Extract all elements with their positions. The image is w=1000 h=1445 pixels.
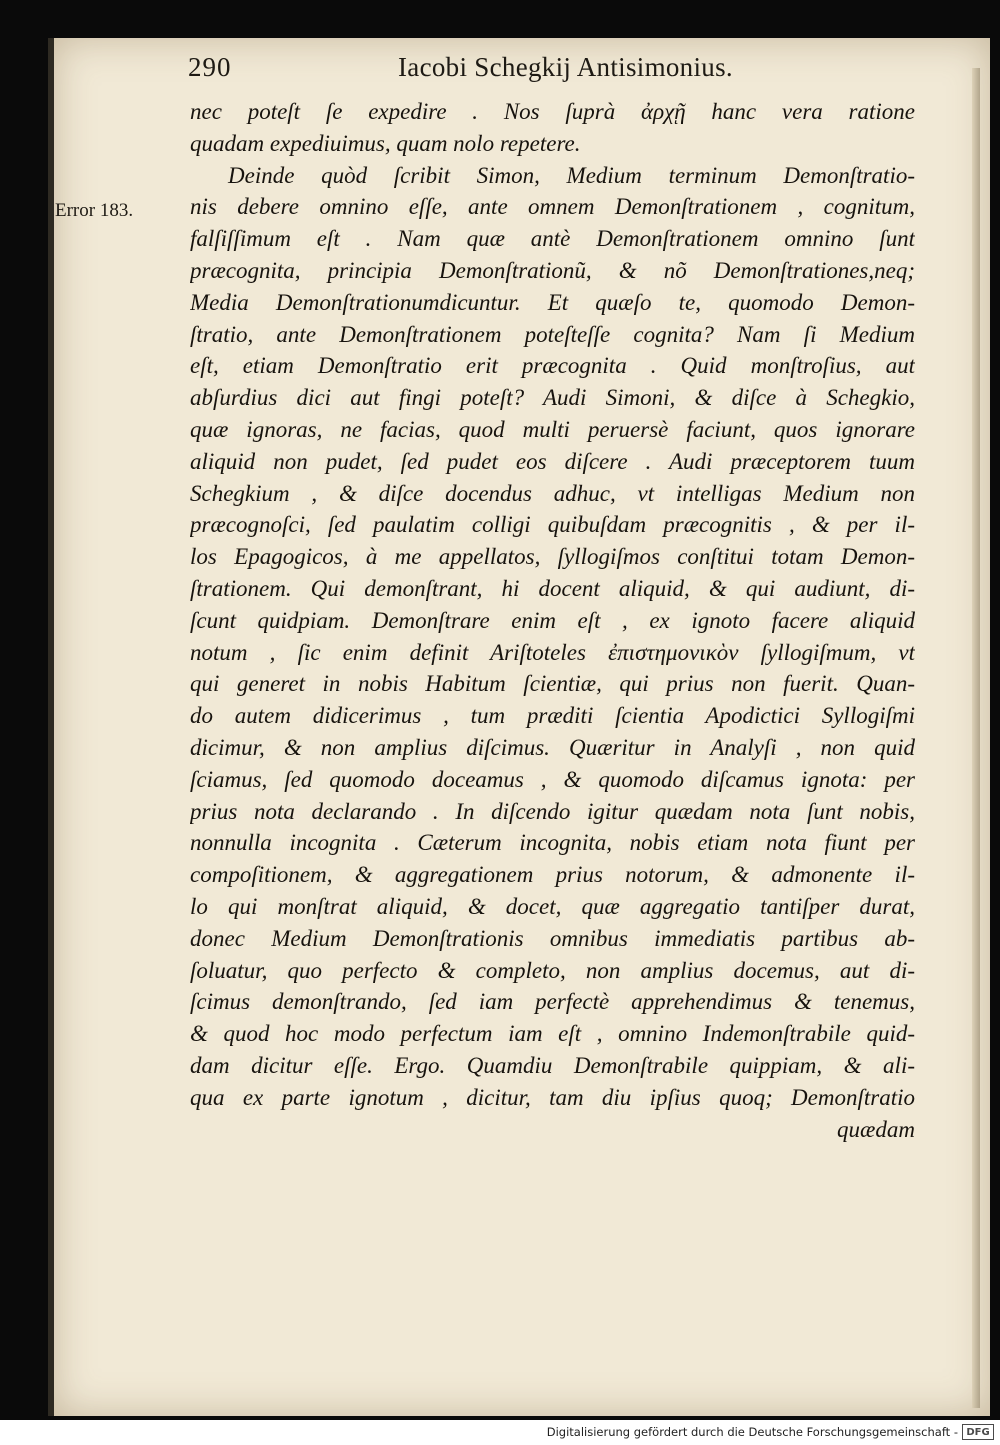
text-line: ſoluatur, quo perfecto & completo, non amplius docemus, aut di- <box>190 957 915 983</box>
text-line: nis debere omnino eſſe, ante omnem Demonſtrationem , cognitum, <box>190 194 915 220</box>
text-line: qua ex parte ignotum , dicitur, tam diu ipſius quoq; Demonſtratio <box>190 1084 915 1110</box>
funding-credit: Digitalisierung gefördert durch die Deutsche Forschungsgemeinschaft - <box>546 1425 958 1439</box>
text-line: quæ ignoras, ne facias, quod multi peruersè faciunt, quos ignorare <box>190 416 915 442</box>
text-line: nonnulla incognita . Cæterum incognita, nobis etiam nota fiunt per <box>190 830 915 856</box>
text-line: dicimur, & non amplius diſcimus. Quæritur in Analyſi , non quid <box>190 734 915 760</box>
text-line: dam dicitur eſſe. Ergo. Quamdiu Demonſtrabile quippiam, & ali- <box>190 1052 915 1078</box>
text-line: ſcunt quidpiam. Demonſtrare enim eſt , ex ignoto facere aliquid <box>190 607 915 633</box>
text-line: abſurdius dici aut fingi poteſt? Audi Simoni, & diſce à Schegkio, <box>190 385 915 411</box>
text-line: falſiſſimum eſt . Nam quæ antè Demonſtrationem omnino ſunt <box>190 226 915 252</box>
text-line: qui generet in nobis Habitum ſcientiæ, qui prius non fuerit. Quan- <box>190 671 915 697</box>
text-line: compoſitionem, & aggregationem prius notorum, & admonente il- <box>190 862 915 888</box>
text-line: & quod hoc modo perfectum iam eſt , omnino Indemonſtrabile quid- <box>190 1021 915 1047</box>
text-line: do autem didicerimus , tum præditi ſcientia Apodictici Syllogiſmi <box>190 703 915 729</box>
running-head <box>188 52 888 92</box>
body-text <box>190 96 915 1145</box>
catchword: quædam <box>837 1116 915 1142</box>
text-line: aliquid non pudet, ſed pudet eos diſcere . Audi præceptorem tuum <box>190 448 915 474</box>
text-line: ſciamus, ſed quomodo doceamus , & quomodo diſcamus ignota: per <box>190 766 915 792</box>
text-line: eſt, etiam Demonſtratio erit præcognita . Quid monſtroſius, aut <box>190 353 915 379</box>
text-line: donec Medium Demonſtrationis omnibus immediatis partibus ab- <box>190 925 915 951</box>
text-line: præcognoſci, ſed paulatim colligi quibuſdam præcognitis , & per il- <box>190 512 915 538</box>
text-line: Media Demonſtrationumdicuntur. Et quæſo te, quomodo Demon- <box>190 289 915 315</box>
text-line: prius nota declarando . In diſcendo igitur quædam nota ſunt nobis, <box>190 798 915 824</box>
text-line: los Epagogicos, à me appellatos, ſyllogiſmos conſtitui totam Demon- <box>190 544 915 570</box>
text-line: quadam expediuimus, quam nolo repetere. <box>190 130 581 156</box>
dfg-logo: DFG <box>962 1424 994 1440</box>
text-line: ſtratio, ante Demonſtrationem poteſteſſe cognita? Nam ſi Medium <box>190 321 915 347</box>
text-line: notum , ſic enim definit Ariſtoteles ἐπιστημονικὸν ſyllogiſmum, vt <box>190 639 915 665</box>
text-line: Deinde quòd ſcribit Simon, Medium terminum Demonſtratio- <box>228 162 915 188</box>
text-line: Schegkium , & diſce docendus adhuc, vt intelligas Medium non <box>190 480 915 506</box>
text-line: præcognita, principia Demonſtrationũ, & nõ Demonſtrationes,neq; <box>190 257 915 283</box>
page-number: 290 <box>188 52 232 82</box>
text-line: ſtrationem. Qui demonſtrant, hi docent aliquid, & qui audiunt, di- <box>190 575 915 601</box>
running-title: Iacobi Schegkij Antisimonius. <box>398 52 733 82</box>
footer-bar <box>0 1420 1000 1445</box>
page-edge <box>972 68 980 1408</box>
text-line: lo qui monſtrat aliquid, & docet, quæ aggregatio tantiſper durat, <box>190 893 915 919</box>
text-line: nec poteſt ſe expedire . Nos ſuprà ἀρχῇ hanc vera ratione <box>190 99 915 124</box>
text-line: ſcimus demonſtrando, ſed iam perfectè apprehendimus & tenemus, <box>190 989 915 1015</box>
margin-note: Error 183. <box>55 200 134 221</box>
